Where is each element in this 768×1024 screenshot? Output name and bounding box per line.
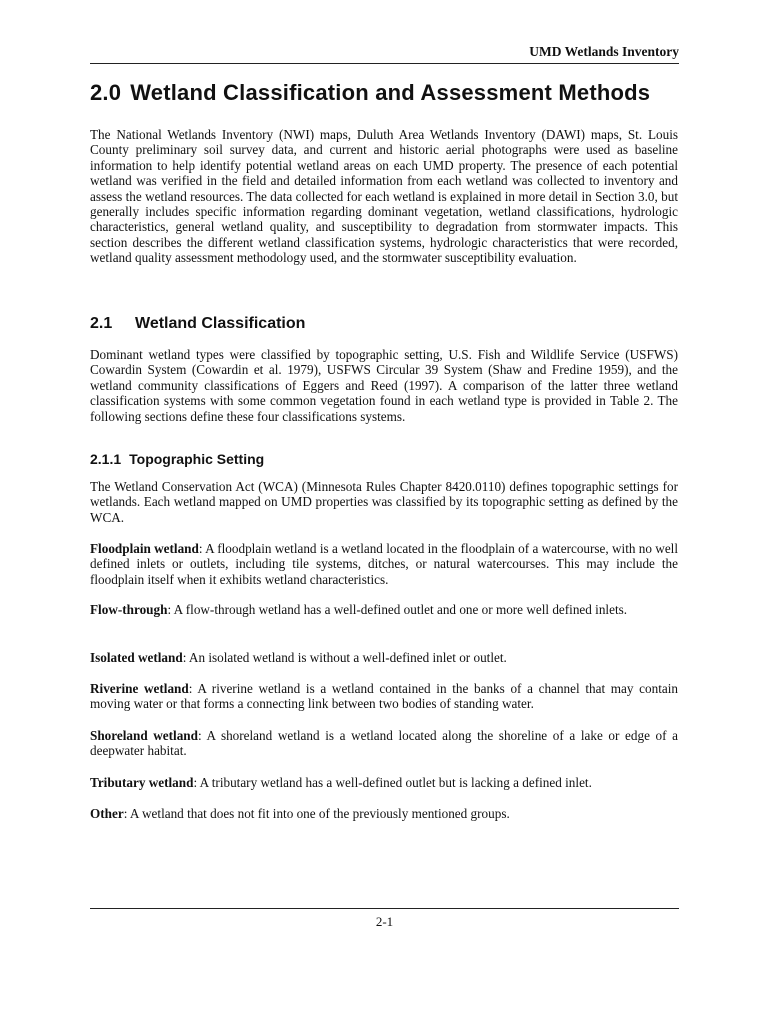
definition-text: : A shoreland wetland is a wetland located along the shoreline of a lake or edge of a deepwater habitat. [90, 728, 679, 759]
definition-term: Isolated wetland [90, 650, 183, 665]
section-title: Wetland Classification and Assessment Methods [130, 80, 651, 105]
page-number: 2-1 [375, 914, 394, 929]
definition-term: Riverine wetland [90, 681, 189, 696]
definition-term: Floodplain wetland [90, 541, 199, 556]
subsubsection-title: Topographic Setting [129, 451, 265, 467]
definition-text: : A flow-through wetland has a well-defined outlet and one or more well defined inlets. [167, 602, 628, 617]
intro-paragraph: The National Wetlands Inventory (NWI) maps, Duluth Area Wetlands Inventory (DAWI) maps, St. Louis County preliminary soil survey data, and current and historic aerial photographs were used as baseline information to help identify potential wetland areas on each UMD property. The presence of each potential wetland was verified in the field and detailed information from each wetland was collected to inventory and assess the wetland resources. The data collected for each wetland is explained in more detail in Section 3.0, but generally includes specific information regarding dominant vegetation, wetland classifications, hydrologic characteristics, general wetland quality, and susceptibility to degradation from stormwater impacts. This section describes the different wetland classification systems, hydrologic characteristics that were recorded, wetland quality assessment methodology used, and the stormwater susceptibility evaluation. [90, 127, 678, 266]
definition-term: Shoreland wetland [90, 728, 198, 743]
definition-term: Other [90, 806, 124, 821]
definition-text: : A riverine wetland is a wetland contained in the banks of a channel that may contain moving water or that forms a connecting link between two bodies of standing water. [90, 681, 678, 712]
definition-floodplain-wetland [90, 541, 678, 587]
subsection-title: Wetland Classification [135, 315, 306, 332]
definition-term: Tributary wetland [90, 775, 194, 790]
subsubsection-number: 2.1.1 [90, 451, 122, 467]
definition-text: : A wetland that does not fit into one of the previously mentioned groups. [123, 806, 510, 821]
definition-text: : A tributary wetland has a well-defined outlet but is lacking a defined inlet. [193, 775, 592, 790]
header-divider [90, 63, 679, 64]
classification-paragraph: Dominant wetland types were classified by topographic setting, U.S. Fish and Wildlife Service (USFWS) Cowardin System (Cowardin et al. 1979), USFWS Circular 39 System (Shaw and Fredine 1959), and the wetland community classifications of Eggers and Reed (1997). A comparison of the latter three wetland classification systems with some common vegetation found in each wetland type is provided in Table 2. The following sections define these four classifications systems. [90, 347, 678, 424]
definition-other [90, 806, 678, 821]
definition-tributary-wetland [90, 775, 678, 790]
definition-shoreland-wetland [90, 728, 678, 759]
definition-isolated-wetland [90, 650, 678, 665]
definition-text: : An isolated wetland is without a well-defined inlet or outlet. [182, 650, 507, 665]
definition-riverine-wetland [90, 681, 678, 712]
definition-flow-through [90, 602, 678, 617]
page-title [90, 80, 650, 106]
topographic-setting-paragraph: The Wetland Conservation Act (WCA) (Minnesota Rules Chapter 8420.0110) defines topographic settings for wetlands. Each wetland mapped on UMD properties was classified by its topographic setting as defined by the WCA. [90, 479, 678, 525]
running-header: UMD Wetlands Inventory [529, 44, 679, 59]
definition-text: : A floodplain wetland is a wetland located in the floodplain of a watercourse, with no well defined inlets or outlets, including tile systems, ditches, or natural watercourses. This may include the floodplain itself when it exhibits wetland characteristics. [90, 541, 678, 587]
subsection-number: 2.1 [90, 315, 113, 332]
subsection-heading [90, 315, 305, 333]
section-number: 2.0 [90, 80, 122, 105]
subsubsection-heading [90, 451, 264, 467]
footer-divider [90, 908, 679, 909]
definition-term: Flow-through [90, 602, 168, 617]
